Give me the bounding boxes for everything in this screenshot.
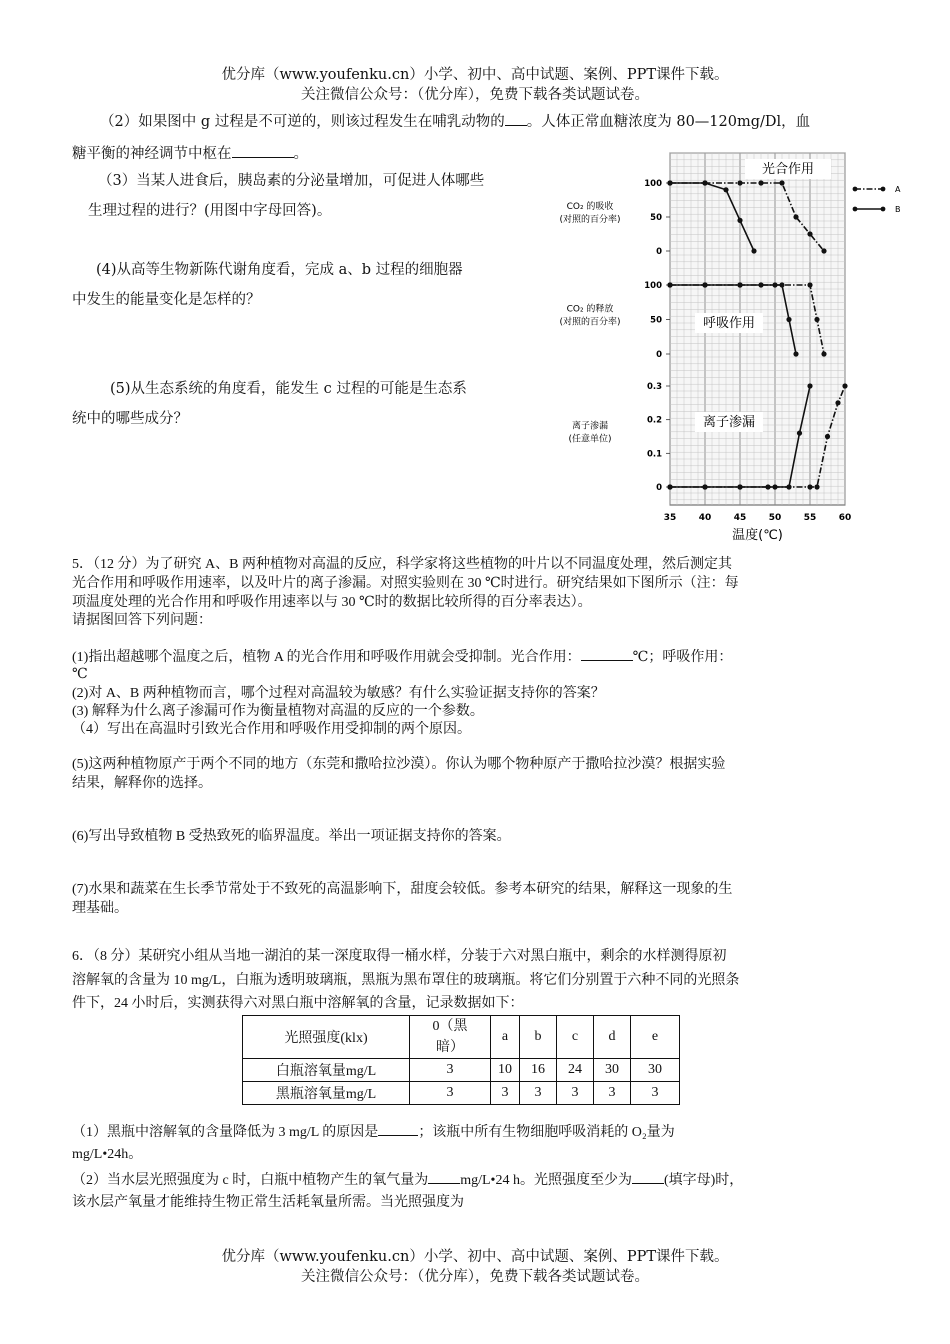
q6-s1-text-a: （1）黑瓶中溶解氧的含量降低为 3 mg/L 的原因是 [72, 1125, 379, 1140]
data-point-b [737, 218, 742, 223]
y-tick-label: 0.1 [646, 449, 662, 460]
answer-blank[interactable] [378, 1121, 418, 1136]
q6-s2-text-c: (填字母)时， [663, 1173, 744, 1188]
data-point-b [667, 282, 672, 287]
q6-s2-text-b: mg/L•24 h。光照强度至少为 [460, 1173, 632, 1188]
data-point-b [723, 187, 728, 192]
q5-s6: (6)写出导致植物 B 受热致死的临界温度。举出一项证据支持你的答案。 [72, 829, 511, 844]
data-point-a [807, 231, 812, 236]
data-point-b [737, 282, 742, 287]
header-line-1: 优分库（www.youfenku.cn）小学、初中、高中试题、案例、PPT课件下载。 [221, 67, 729, 83]
table-cell: 3 [520, 1082, 557, 1105]
table-header-row [243, 1016, 680, 1059]
q5-s4: （4）写出在高温时引致光合作用和呼吸作用受抑制的两个原因。 [72, 722, 471, 737]
panel-title: 光合作用 [761, 162, 815, 177]
data-point-a [842, 383, 847, 388]
table-row-black [243, 1082, 680, 1105]
table-cell: 3 [594, 1082, 631, 1105]
legend-marker-a [881, 187, 886, 192]
data-point-a [737, 180, 742, 185]
prev-q2-text-a: （2）如果图中 g 过程是不可逆的，则该过程发生在哺乳动物的 [100, 114, 505, 130]
data-point-a [821, 248, 826, 253]
prev-q5-line-1: (5)从生态系统的角度看，能发生 c 过程的可能是生态系 [110, 381, 467, 397]
legend-marker-b [881, 207, 886, 212]
prev-q2-text-b: 。人体正常血糖浓度为 80—120mg/Dl，血 [526, 114, 811, 130]
header-line-2: 关注微信公众号：（优分库），免费下载各类试题试卷。 [301, 87, 649, 103]
data-point-a [807, 282, 812, 287]
answer-blank[interactable] [505, 111, 527, 126]
table-header-level: d [594, 1016, 631, 1059]
table-header-label: 光照强度(klx) [243, 1016, 410, 1059]
y-tick-label: 0 [656, 350, 662, 360]
prev-q2-text-c: 糖平衡的神经调节中枢在 [72, 146, 232, 162]
y-tick-label: 0 [656, 247, 662, 257]
data-point-a [779, 180, 784, 185]
q5-intro-1: 5．（12 分）为了研究 A、B 两种植物对高温的反应，科学家将这些植物的叶片以不同温度处理，然后测定其 [72, 557, 732, 572]
answer-blank[interactable] [428, 1169, 460, 1184]
answer-blank[interactable] [232, 143, 294, 158]
q6-s1-unit: mg/L•24h。 [72, 1147, 143, 1162]
q6-s1-text-b: ；该瓶中所有生物细胞呼吸消耗的 O₂量为 [418, 1125, 675, 1140]
data-point-b [793, 351, 798, 356]
y-axis-label: 离子渗漏 [571, 421, 609, 432]
q5-s7-line-1: (7)水果和蔬菜在生长季节常处于不致死的高温影响下，甜度会较低。参考本研究的结果，解释这一现象的生 [72, 882, 733, 897]
q5-s7-line-2: 理基础。 [72, 901, 128, 916]
y-tick-label: 100 [644, 179, 662, 189]
data-point-b [702, 180, 707, 185]
table-cell: 3 [557, 1082, 594, 1105]
data-point-b [702, 282, 707, 287]
q6-intro-1: 6．（8 分）某研究小组从当地一湖泊的某一深度取得一桶水样，分装于六对黑白瓶中，剩余的水样测得原初 [72, 949, 727, 964]
q6-intro-3: 件下，24 小时后，实测获得六对黑白瓶中溶解氧的含量，记录数据如下： [72, 996, 524, 1011]
data-point-b [786, 317, 791, 322]
table-cell: 3 [410, 1059, 491, 1082]
prev-q4-line-1: (4)从高等生物新陈代谢角度看，完成 a、b 过程的细胞器 [96, 262, 463, 278]
prev-q3-line-1: （3）当某人进食后，胰岛素的分泌量增加，可促进人体哪些 [98, 173, 485, 189]
y-tick-label: 0.2 [646, 415, 662, 426]
q5-s3: (3) 解释为什么离子渗漏可作为衡量植物对高温的反应的一个参数。 [72, 704, 484, 719]
data-point-b [667, 484, 672, 489]
data-point-b [765, 484, 770, 489]
y-tick-label: 100 [644, 281, 662, 291]
q5-intro-2: 光合作用和呼吸作用速率，以及叶片的离子渗漏。对照实验则在 30 ℃时进行。研究结果如下图所示（注：每 [72, 576, 739, 591]
q5-s1-line [72, 646, 732, 667]
q5-s5-line-2: 结果，解释你的选择。 [72, 776, 212, 791]
table-row-label: 白瓶溶氧量mg/L [243, 1059, 410, 1082]
temperature-response-chart [545, 145, 920, 545]
x-axis-label: 温度(℃) [732, 528, 783, 543]
q5-s1-text-b: ℃；呼吸作用： [632, 650, 733, 665]
q5-s1-text-a: (1)指出超越哪个温度之后，植物 A 的光合作用和呼吸作用就会受抑制。光合作用： [72, 650, 581, 665]
y-axis-label: (对照的百分率) [559, 317, 621, 328]
data-point-a [793, 214, 798, 219]
footer-line-1: 优分库（www.youfenku.cn）小学、初中、高中试题、案例、PPT课件下载。 [221, 1249, 729, 1265]
table-header-level: a [491, 1016, 520, 1059]
x-tick-label: 35 [663, 513, 677, 523]
y-tick-label: 50 [650, 315, 662, 326]
q6-s1-line [72, 1121, 675, 1142]
legend-label-a: A [895, 185, 901, 194]
data-point-b [702, 484, 707, 489]
data-point-b [779, 282, 784, 287]
footer-line-2: 关注微信公众号：（优分库），免费下载各类试题试卷。 [301, 1269, 649, 1285]
y-axis-label: (任意单位) [568, 434, 612, 445]
table-cell: 16 [520, 1059, 557, 1082]
data-point-a [758, 180, 763, 185]
x-tick-label: 50 [768, 513, 782, 523]
legend-marker-b [853, 207, 858, 212]
table-cell: 3 [491, 1082, 520, 1105]
x-tick-label: 40 [698, 513, 712, 523]
table-header-dark-1: 0（黑 [432, 1019, 468, 1034]
prev-q3-line-2: 生理过程的进行？(用图中字母回答)。 [88, 203, 332, 219]
table-header-level: b [520, 1016, 557, 1059]
panel-title: 呼吸作用 [702, 316, 756, 331]
data-point-a [835, 400, 840, 405]
x-tick-label: 45 [733, 513, 747, 523]
table-cell: 3 [631, 1082, 680, 1105]
data-point-a [814, 317, 819, 322]
x-tick-label: 55 [803, 513, 817, 523]
data-point-a [821, 351, 826, 356]
data-point-b [751, 248, 756, 253]
x-tick-label: 60 [838, 513, 852, 523]
data-point-b [737, 484, 742, 489]
q6-s2-text-a: （2）当水层光照强度为 c 时，白瓶中植物产生的氧气量为 [72, 1173, 429, 1188]
table-header-dark [410, 1016, 491, 1059]
y-axis-label: (对照的百分率) [559, 215, 621, 225]
prev-q2-line [100, 111, 810, 132]
panel-title: 离子渗漏 [702, 415, 756, 430]
table-header-level: c [557, 1016, 594, 1059]
table-cell: 10 [491, 1059, 520, 1082]
q6-s2-line [72, 1169, 743, 1190]
table-header-dark-2: 暗） [436, 1040, 464, 1055]
table-cell: 3 [410, 1082, 491, 1105]
q6-intro-2: 溶解氧的含量为 10 mg/L，白瓶为透明玻璃瓶，黑瓶为黑布罩住的玻璃瓶。将它们分别置于六种不同的光照条 [72, 973, 740, 988]
data-point-b [797, 431, 802, 436]
table-cell: 24 [557, 1059, 594, 1082]
q5-intro-3: 项温度处理的光合作用和呼吸作用速率以与 30 ℃时的数据比较所得的百分率表达）。 [72, 595, 592, 610]
data-point-a [825, 434, 830, 439]
q6-s2-line-2: 该水层产氧量才能维持生物正常生活耗氧量所需。当光照强度为 [72, 1195, 464, 1210]
table-cell: 30 [631, 1059, 680, 1082]
prev-q2-text-d: 。 [293, 146, 308, 162]
q5-s2: (2)对 A、B 两种植物而言，哪个过程对高温较为敏感？有什么实验证据支持你的答案？ [72, 686, 605, 701]
oxygen-data-table [242, 1015, 680, 1105]
data-point-a [807, 484, 812, 489]
data-point-b [667, 180, 672, 185]
prev-q4-line-2: 中发生的能量变化是怎样的？ [72, 292, 261, 308]
q5-s5-line-1: (5)这两种植物原产于两个不同的地方（东莞和撒哈拉沙漠）。你认为哪个物种原产于撒哈拉沙漠？根据实验 [72, 757, 726, 772]
answer-blank[interactable] [581, 646, 633, 661]
legend-label-b: B [895, 205, 901, 214]
y-axis-label: CO₂ 的释放 [566, 304, 614, 315]
y-tick-label: 0 [656, 483, 662, 493]
data-point-a [814, 484, 819, 489]
data-point-b [807, 383, 812, 388]
y-tick-label: 50 [650, 213, 662, 223]
y-tick-label: 0.3 [646, 382, 662, 392]
table-row-white [243, 1059, 680, 1082]
data-point-b [758, 282, 763, 287]
prev-q5-line-2: 统中的哪些成分？ [72, 411, 188, 427]
answer-blank[interactable] [632, 1169, 664, 1184]
q5-intro-4: 请据图回答下列问题： [72, 613, 212, 628]
q5-s1-unit: ℃ [72, 667, 88, 682]
table-cell: 30 [594, 1059, 631, 1082]
prev-q2-line-2 [72, 143, 308, 164]
y-axis-label: CO₂ 的吸收 [566, 202, 614, 212]
data-point-b [786, 484, 791, 489]
legend-marker-a [853, 187, 858, 192]
table-header-level: e [631, 1016, 680, 1059]
table-row-label: 黑瓶溶氧量mg/L [243, 1082, 410, 1105]
